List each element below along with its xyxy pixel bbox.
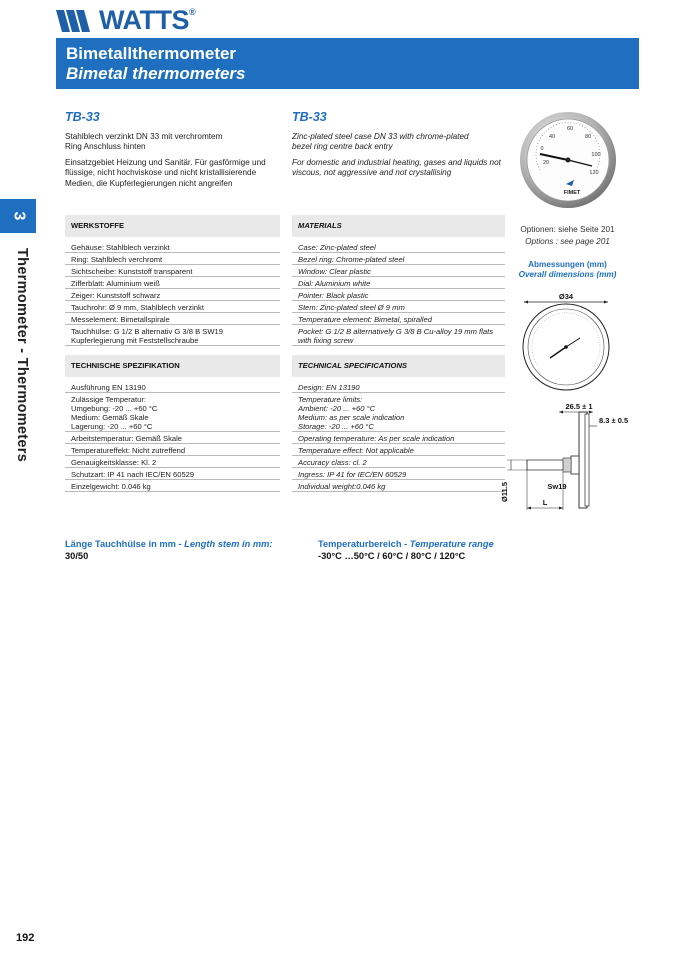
thermometer-photo bbox=[510, 108, 625, 218]
table-row: Accuracy class: cl. 2 bbox=[292, 456, 505, 468]
gauge-tick-label: 80 bbox=[584, 134, 592, 140]
table-row: Stem: Zinc-plated steel Ø 9 mm bbox=[292, 301, 505, 313]
table-row: Individual weight:0.046 kg bbox=[292, 480, 505, 492]
table-row: Zifferblatt: Aluminium weiß bbox=[65, 277, 280, 289]
table-row: Ring: Stahlblech verchromt bbox=[65, 253, 280, 265]
table-row: Dial: Aluminium white bbox=[292, 277, 505, 289]
gauge-tick-label: 20 bbox=[542, 160, 550, 166]
table-row: Temperatureffekt: Nicht zutreffend bbox=[65, 444, 280, 456]
model-de: TB-33 bbox=[65, 110, 100, 124]
range-label: Temperaturbereich - Temperature range bbox=[318, 539, 494, 549]
materials-table-de bbox=[65, 215, 280, 346]
table-row: Pocket: G 1/2 B alternatively G 3/8 B Cu-alloy 19 mm flats with fixing screw bbox=[292, 325, 505, 346]
table-row: Ingress: IP 41 for IEC/EN 60529 bbox=[292, 468, 505, 480]
page-number: 192 bbox=[16, 932, 35, 944]
table-row: Genauigkeitsklasse: Kl. 2 bbox=[65, 456, 280, 468]
dim-d115: Ø11.5 bbox=[500, 481, 509, 502]
table-row: Temperature effect: Not applicable bbox=[292, 444, 505, 456]
length-label: Länge Tauchhülse in mm - Length stem in mm: bbox=[65, 539, 273, 549]
materials-table-en bbox=[292, 215, 505, 346]
gauge-tick-label: 60 bbox=[566, 126, 574, 132]
table-row: Bezel ring: Chrome-plated steel bbox=[292, 253, 505, 265]
gauge-tick-label: 100 bbox=[591, 152, 601, 158]
dim-sw19: Sw19 bbox=[547, 482, 567, 491]
table-row: Arbeitstemperatur: Gemäß Skale bbox=[65, 432, 280, 444]
dim-l: L bbox=[542, 498, 548, 507]
model-en: TB-33 bbox=[292, 110, 327, 124]
table-row: Zulässige Temperatur: Umgebung: -20 ... +60 °C Medium: Gemäß Skale Lagerung: -20 ... +60 °C bbox=[65, 393, 280, 432]
specs-head-en: TECHNICAL SPECIFICATIONS bbox=[292, 355, 505, 377]
intro2-en: For domestic and industrial heating, gases and liquids not viscous, not aggressive and not crystallising bbox=[292, 158, 501, 178]
table-row: Schutzart: IP 41 nach IEC/EN 60529 bbox=[65, 468, 280, 480]
specs-head-de: TECHNISCHE SPEZIFIKATION bbox=[65, 355, 280, 377]
materials-head-en: MATERIALS bbox=[292, 215, 505, 237]
front-view-drawing bbox=[510, 288, 622, 398]
table-row: Design: EN 13190 bbox=[292, 381, 505, 393]
gauge-tick-label: 120 bbox=[589, 170, 599, 176]
dim-265: 26.5 ± 1 bbox=[565, 402, 593, 411]
table-row: Tauchhülse: G 1/2 B alternativ G 3/8 B SW19 Kupferlegierung mit Feststellschraube bbox=[65, 325, 280, 346]
dim-83: 8.3 ± 0.5 bbox=[599, 416, 629, 425]
gauge-maker: FIMET bbox=[563, 190, 581, 196]
table-row: Pointer: Black plastic bbox=[292, 289, 505, 301]
table-row: Gehäuse: Stahlblech verzinkt bbox=[65, 241, 280, 253]
table-row: Messelement: Bimetallspirale bbox=[65, 313, 280, 325]
specs-table-en bbox=[292, 355, 505, 492]
table-row: Temperature limits: Ambient: -20 ... +60 °C Medium: as per scale indication Storage: -20 ... +60 °C bbox=[292, 393, 505, 432]
intro1-de: Stahlblech verzinkt DN 33 mit verchromtem Ring Anschluss hinten bbox=[65, 132, 223, 152]
options-en: Options : see page 201 bbox=[525, 237, 610, 246]
table-row: Zeiger: Kunststoff schwarz bbox=[65, 289, 280, 301]
table-row: Temperature element: Bimetal, spiralled bbox=[292, 313, 505, 325]
dim-d34: Ø34 bbox=[558, 292, 574, 301]
range-value: -30°C …50°C / 60°C / 80°C / 120°C bbox=[318, 551, 466, 561]
intro2-de: Einsatzgebiet Heizung und Sanitär. Für gasförmige und flüssige, nicht hochviskose und nicht kristallisierende Medien, die Kupferlegierungen nicht angreifen bbox=[65, 158, 266, 188]
table-row: Einzelgewicht: 0.046 kg bbox=[65, 480, 280, 492]
chapter-tab: 3 bbox=[0, 199, 36, 233]
specs-table-de bbox=[65, 355, 280, 492]
chapter-vertical-label: Thermometer - Thermometers bbox=[14, 248, 30, 463]
table-row: Sichtscheibe: Kunststoff transparent bbox=[65, 265, 280, 277]
table-row: Window: Clear plastic bbox=[292, 265, 505, 277]
side-view-drawing bbox=[497, 398, 637, 518]
gauge-tick-label: 40 bbox=[548, 134, 556, 140]
title-en: Bimetal thermometers bbox=[66, 64, 246, 83]
intro1-en: Zinc-plated steel case DN 33 with chrome-plated bezel ring centre back entry bbox=[292, 132, 469, 152]
dimensions-head-de: Abmessungen (mm) bbox=[528, 260, 607, 269]
length-value: 30/50 bbox=[65, 551, 89, 561]
brand-name: WATTS® bbox=[99, 5, 196, 35]
options-de: Optionen: siehe Seite 201 bbox=[520, 225, 615, 234]
table-row: Case: Zinc-plated steel bbox=[292, 241, 505, 253]
gauge-tick-label: 0 bbox=[540, 146, 544, 152]
title-de: Bimetallthermometer bbox=[66, 44, 237, 63]
materials-head-de: WERKSTOFFE bbox=[65, 215, 280, 237]
table-row: Ausführung EN 13190 bbox=[65, 381, 280, 393]
dimensions-head-en: Overall dimensions (mm) bbox=[518, 270, 617, 279]
table-row: Tauchrohr: Ø 9 mm, Stahlblech verzinkt bbox=[65, 301, 280, 313]
table-row: Operating temperature: As per scale indication bbox=[292, 432, 505, 444]
